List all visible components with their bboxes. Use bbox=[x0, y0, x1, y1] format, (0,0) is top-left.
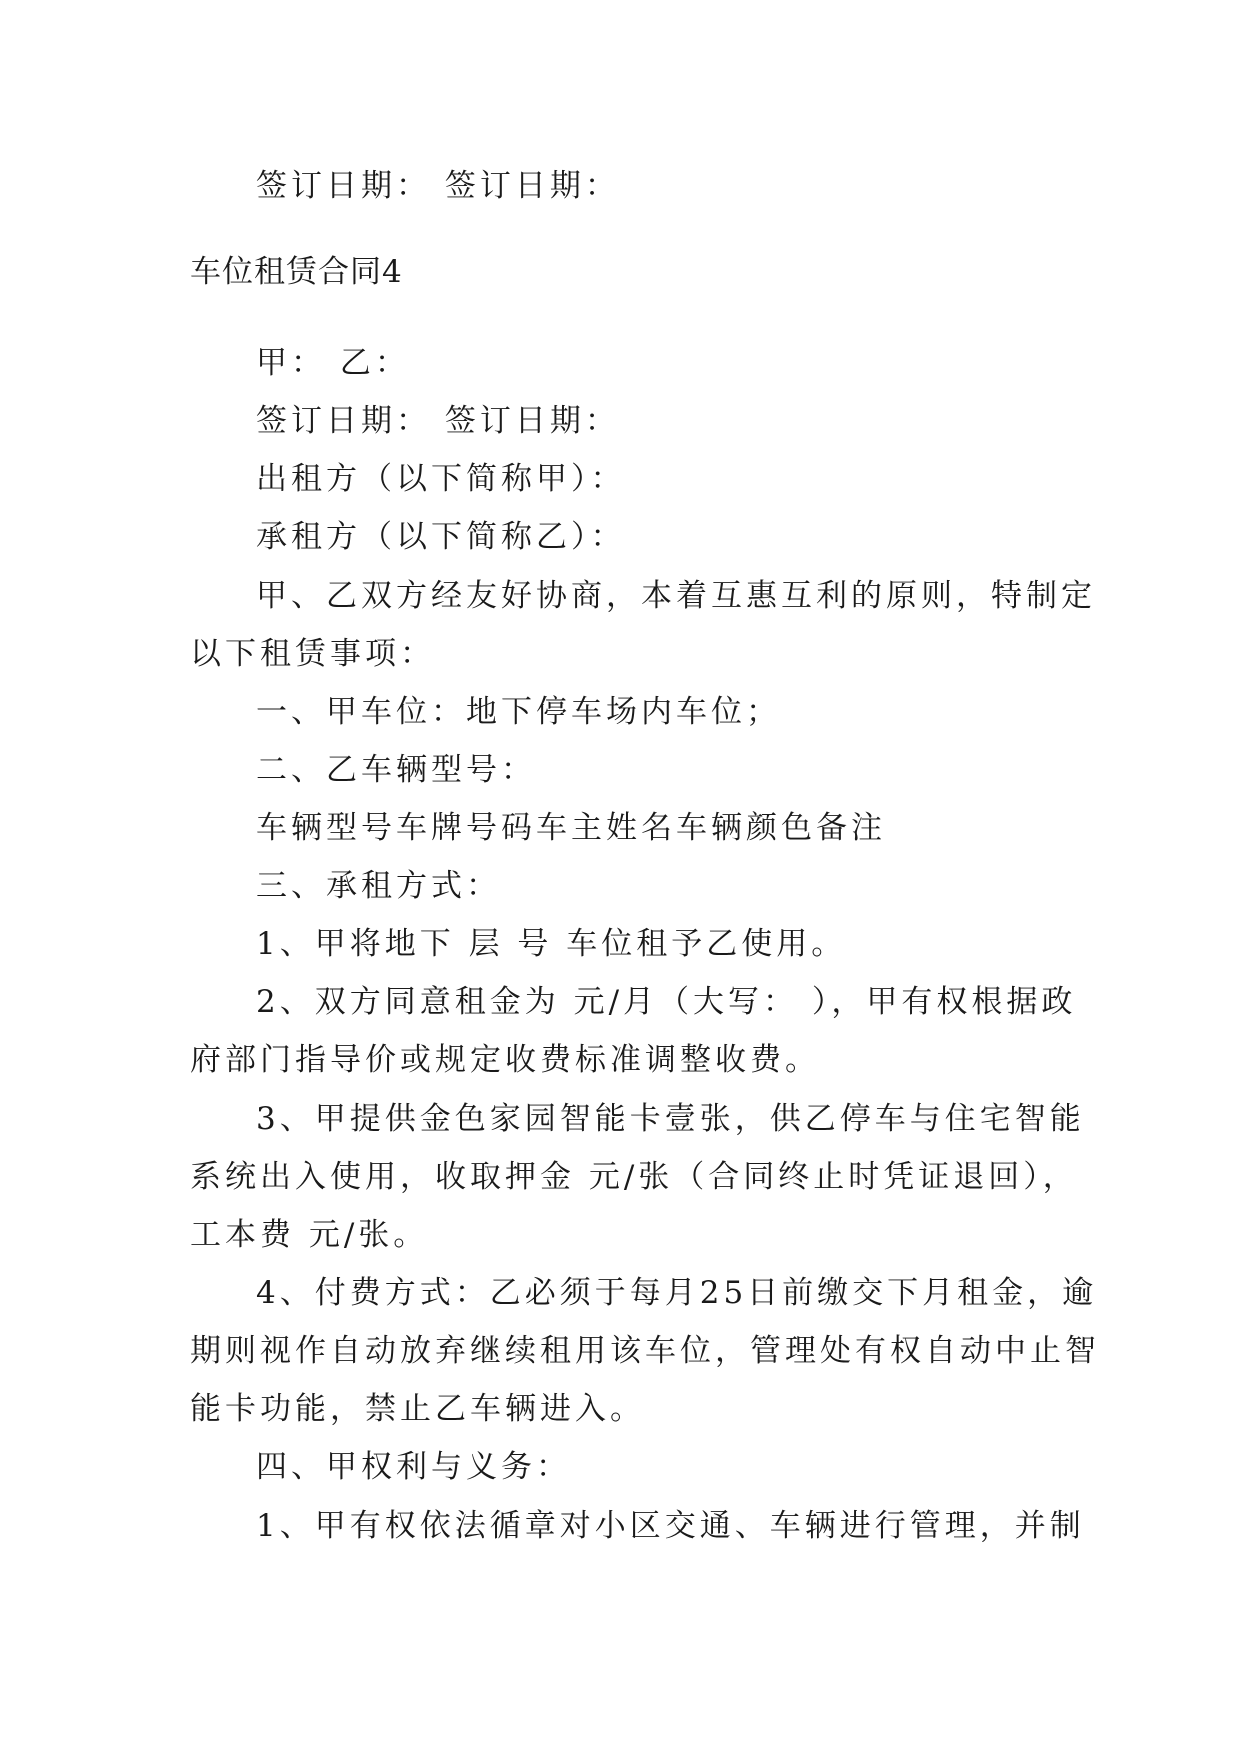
parties-line: 甲： 乙： bbox=[256, 345, 410, 381]
paragraph-line: 工本费 元/张。 bbox=[190, 1217, 429, 1253]
paragraph-line: 以下租赁事项： bbox=[190, 636, 435, 672]
paragraph-line: 1、甲将地下 层 号 车位租予乙使用。 bbox=[256, 926, 847, 962]
paragraph-line: 能卡功能，禁止乙车辆进入。 bbox=[190, 1391, 645, 1427]
clause-heading: 四、甲权利与义务： bbox=[256, 1449, 571, 1485]
paragraph-line: 府部门指导价或规定收费标准调整收费。 bbox=[190, 1042, 820, 1078]
clause-heading: 一、甲车位：地下停车场内车位； bbox=[256, 694, 781, 730]
clause-heading: 三、承租方式： bbox=[256, 868, 501, 904]
paragraph-line: 期则视作自动放弃继续租用该车位，管理处有权自动中止智 bbox=[190, 1333, 1100, 1369]
vehicle-fields-line: 车辆型号车牌号码车主姓名车辆颜色备注 bbox=[256, 810, 886, 846]
paragraph-line: 系统出入使用，收取押金 元/张（合同终止时凭证退回）， bbox=[190, 1159, 1078, 1195]
paragraph-line: 1、甲有权依法循章对小区交通、车辆进行管理，并制 bbox=[256, 1508, 1085, 1544]
paragraph-line: 3、甲提供金色家园智能卡壹张，供乙停车与住宅智能 bbox=[256, 1101, 1085, 1137]
paragraph-line: 甲、乙双方经友好协商，本着互惠互利的原则，特制定 bbox=[256, 578, 1096, 614]
signing-date-line: 签订日期： 签订日期： bbox=[256, 403, 620, 439]
paragraph-line: 4、付费方式：乙必须于每月25日前缴交下月租金，逾 bbox=[256, 1275, 1098, 1311]
lessor-line: 出租方（以下简称甲）： bbox=[256, 461, 626, 497]
paragraph-line: 2、双方同意租金为 元/月（大写： ），甲有权根据政 bbox=[256, 984, 1077, 1020]
lessee-line: 承租方（以下简称乙）： bbox=[256, 519, 626, 555]
signing-date-line: 签订日期： 签订日期： bbox=[256, 168, 620, 204]
contract-title: 车位租赁合同4 bbox=[190, 254, 403, 290]
clause-heading: 二、乙车辆型号： bbox=[256, 752, 536, 788]
